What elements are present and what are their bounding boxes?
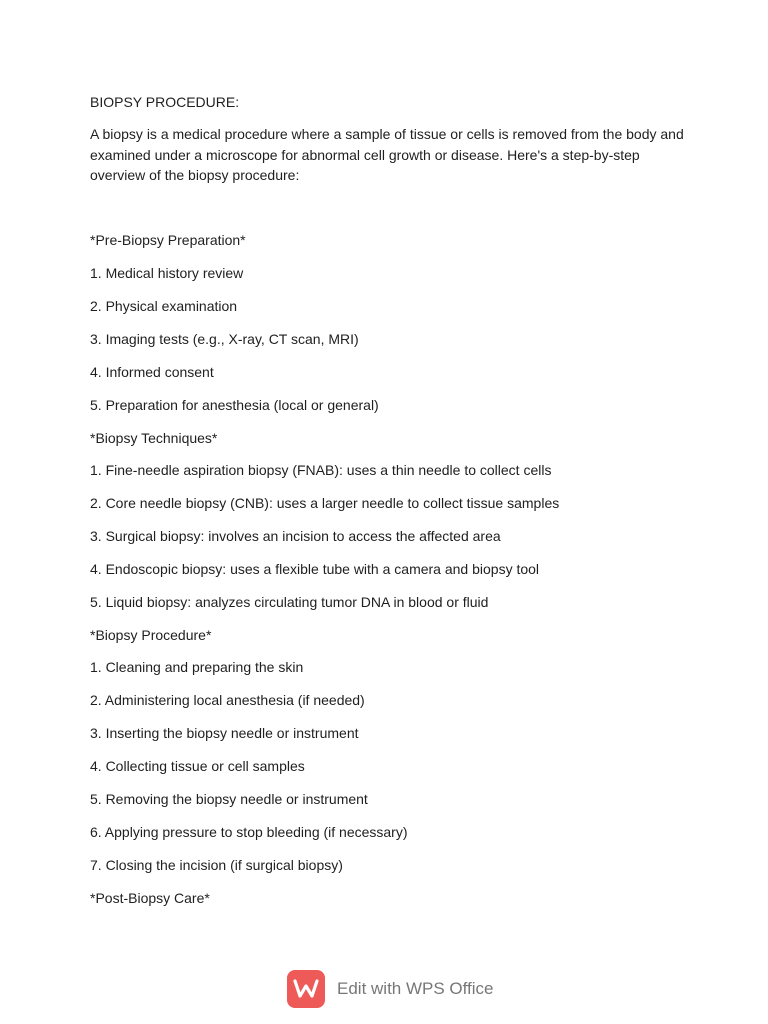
document-title: BIOPSY PROCEDURE: (90, 94, 240, 110)
list-item: 2. Administering local anesthesia (if needed) (90, 692, 365, 708)
list-item: 2. Core needle biopsy (CNB): uses a larger needle to collect tissue samples (90, 495, 560, 511)
list-item: 3. Inserting the biopsy needle or instrument (90, 725, 359, 741)
list-item: 5. Removing the biopsy needle or instrument (90, 791, 368, 807)
list-item: 7. Closing the incision (if surgical biopsy) (90, 857, 343, 873)
section-heading-techniques: *Biopsy Techniques* (90, 430, 218, 446)
list-item: 6. Applying pressure to stop bleeding (if necessary) (90, 824, 408, 840)
section-heading-pre-biopsy: *Pre-Biopsy Preparation* (90, 232, 246, 248)
list-item: 1. Medical history review (90, 265, 244, 281)
intro-paragraph: A biopsy is a medical procedure where a sample of tissue or cells is removed from the body and examined under a microscope for abnormal cell growth or disease. Here's a step-by-step overview of the biopsy procedure: (90, 126, 684, 183)
list-item: 4. Informed consent (90, 364, 214, 380)
section-heading-procedure: *Biopsy Procedure* (90, 627, 212, 643)
wps-office-logo-icon (287, 970, 325, 1008)
list-item: 5. Liquid biopsy: analyzes circulating tumor DNA in blood or fluid (90, 594, 489, 610)
edit-with-wps-link[interactable]: Edit with WPS Office (337, 979, 494, 998)
list-item: 4. Collecting tissue or cell samples (90, 758, 305, 774)
wps-edit-banner[interactable] (287, 968, 494, 1010)
list-item: 1. Fine-needle aspiration biopsy (FNAB): uses a thin needle to collect cells (90, 462, 552, 478)
list-item: 3. Imaging tests (e.g., X-ray, CT scan, MRI) (90, 331, 359, 347)
list-item: 3. Surgical biopsy: involves an incision to access the affected area (90, 528, 501, 544)
list-item: 1. Cleaning and preparing the skin (90, 659, 304, 675)
list-item: 2. Physical examination (90, 298, 238, 314)
list-item: 4. Endoscopic biopsy: uses a flexible tube with a camera and biopsy tool (90, 561, 540, 577)
list-item: 5. Preparation for anesthesia (local or general) (90, 397, 379, 413)
section-heading-post-biopsy: *Post-Biopsy Care* (90, 890, 210, 906)
